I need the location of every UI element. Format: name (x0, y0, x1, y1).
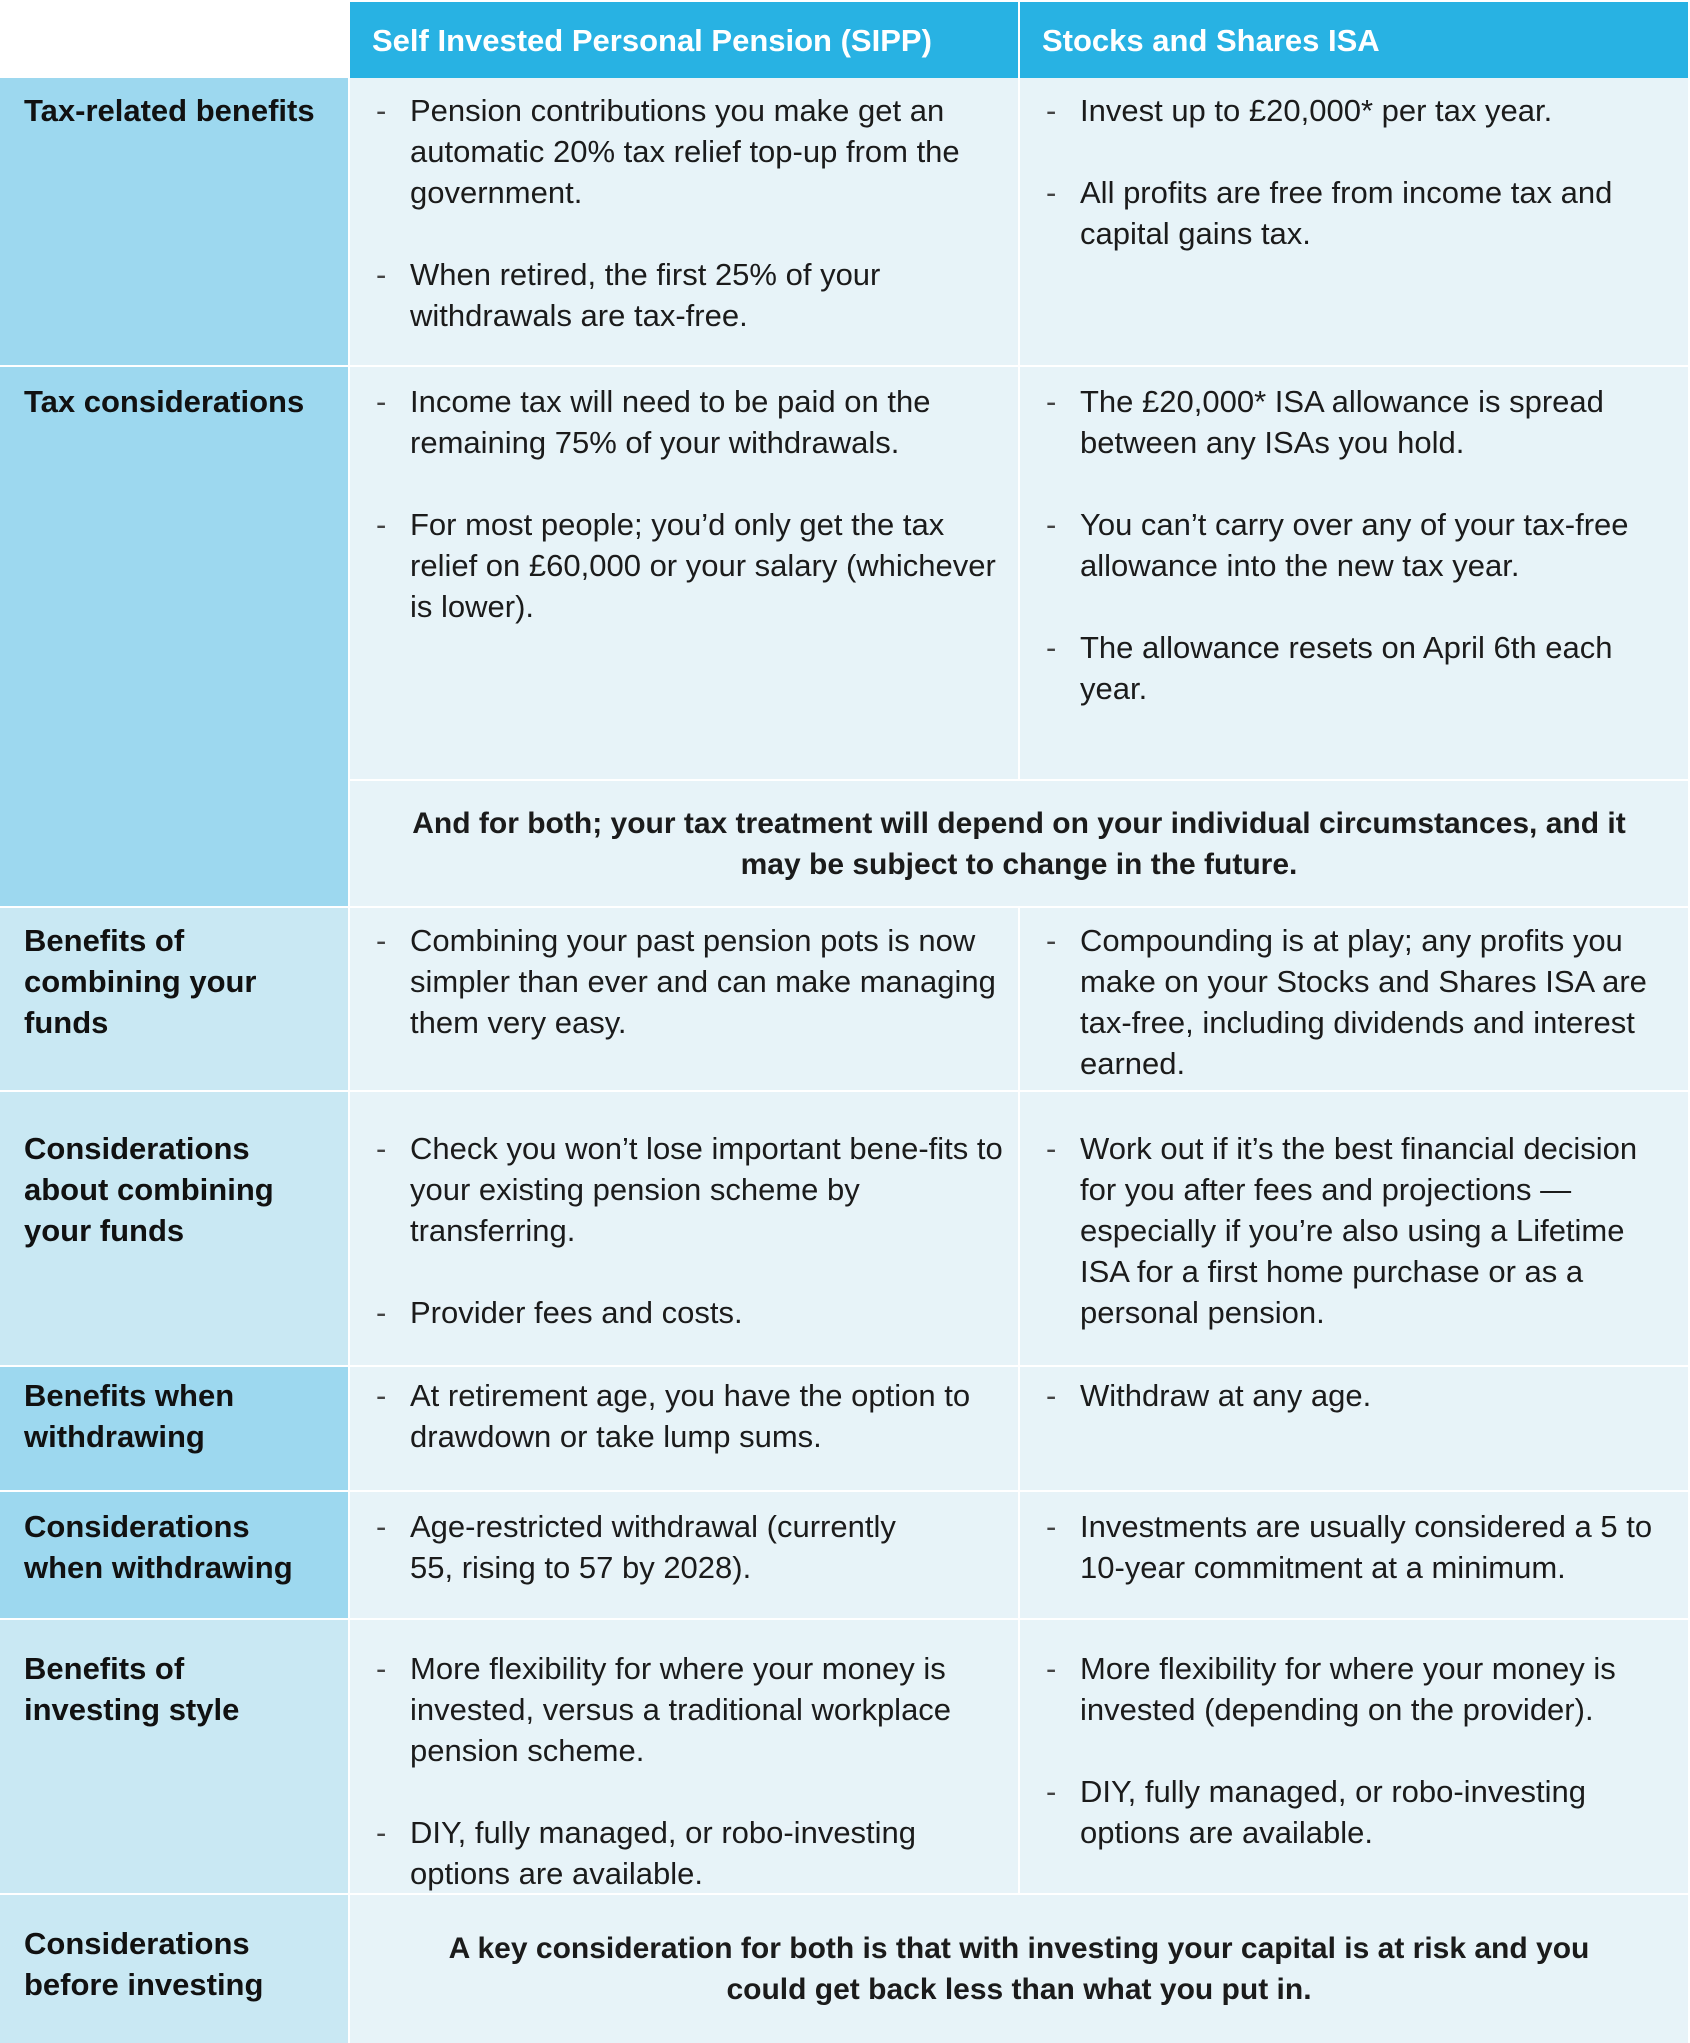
bullet: - Invest up to £20,000* per tax year. (1080, 90, 1674, 131)
bullet: - Investments are usually considered a 5 to 10-year commitment at a minimum. (1080, 1506, 1674, 1588)
row-label-withdrawing-benefits: Benefits when withdrawing (0, 1367, 348, 1490)
cell-isa-tax-benefits (1020, 78, 1688, 365)
bullet: - More flexibility for where your money is invested (depending on the provider). (1080, 1648, 1674, 1730)
bullet: - Pension contributions you make get an automatic 20% tax relief top-up from the government. (410, 90, 1004, 213)
row-label-combining-benefits: Benefits of combining your funds (0, 908, 348, 1090)
row-label-withdrawing-considerations: Considerations when withdrawing (0, 1492, 348, 1618)
cell-sipp-investing-style (350, 1620, 1018, 1893)
bullet: - Provider fees and costs. (410, 1292, 1004, 1333)
row-label-investing-style: Benefits of investing style (0, 1620, 348, 1893)
bullet: - Compounding is at play; any profits you make on your Stocks and Shares ISA are tax-free, including dividends and interest earned. (1080, 920, 1674, 1084)
cell-sipp-tax-benefits (350, 78, 1018, 365)
bullet: - At retirement age, you have the option to drawdown or take lump sums. (410, 1375, 1004, 1457)
row-label-combining-considerations: Considerations about combining your funds (0, 1092, 348, 1365)
bullet: - Income tax will need to be paid on the remaining 75% of your withdrawals. (410, 381, 1004, 463)
cell-sipp-tax-considerations (350, 367, 1018, 779)
cell-sipp-withdrawing-considerations (350, 1492, 1018, 1618)
row-label-tax-considerations: Tax considerations (0, 367, 348, 906)
row-label-before-investing: Considerations before investing (0, 1895, 348, 2043)
bullet: - The allowance resets on April 6th each year. (1080, 627, 1674, 709)
header-sipp: Self Invested Personal Pension (SIPP) (350, 2, 1018, 78)
bullet: - More flexibility for where your money is invested, versus a traditional workplace pension scheme. (410, 1648, 1004, 1771)
bullet: - Age-restricted withdrawal (currently 55, rising to 57 by 2028). (410, 1506, 938, 1588)
cell-both-tax-considerations: And for both; your tax treatment will depend on your individual circumstances, and it may be subject to change in the future. (350, 781, 1688, 906)
bullet: - Withdraw at any age. (1080, 1375, 1674, 1416)
cell-isa-investing-style (1020, 1620, 1688, 1893)
cell-sipp-withdrawing-benefits (350, 1367, 1018, 1490)
cell-sipp-combining-benefits (350, 908, 1018, 1090)
cell-isa-combining-considerations (1020, 1092, 1688, 1365)
header-isa: Stocks and Shares ISA (1020, 2, 1688, 78)
bullet: - The £20,000* ISA allowance is spread between any ISAs you hold. (1080, 381, 1674, 463)
bullet: - For most people; you’d only get the tax relief on £60,000 or your salary (whichever is lower). (410, 504, 1004, 627)
bullet: - When retired, the first 25% of your withdrawals are tax-free. (410, 254, 1004, 336)
bullet: - DIY, fully managed, or robo-investing options are available. (1080, 1771, 1674, 1853)
cell-sipp-combining-considerations (350, 1092, 1018, 1365)
row-label-tax-benefits: Tax-related benefits (0, 78, 348, 365)
bullet: - Check you won’t lose important bene-fits to your existing pension scheme by transferring. (410, 1128, 1004, 1251)
bullet: - Work out if it’s the best financial decision for you after fees and projections — especially if you’re also using a Lifetime ISA for a first home purchase or as a personal pension. (1080, 1128, 1674, 1333)
cell-isa-tax-considerations (1020, 367, 1688, 779)
cell-isa-withdrawing-considerations (1020, 1492, 1688, 1618)
bullet: - You can’t carry over any of your tax-free allowance into the new tax year. (1080, 504, 1674, 586)
cell-both-before-investing: A key consideration for both is that with investing your capital is at risk and you could get back less than what you put in. (350, 1895, 1688, 2043)
bullet: - DIY, fully managed, or robo-investing options are available. (410, 1812, 1004, 1894)
bullet: - Combining your past pension pots is now simpler than ever and can make managing them very easy. (410, 920, 1004, 1043)
cell-isa-withdrawing-benefits (1020, 1367, 1688, 1490)
cell-isa-combining-benefits (1020, 908, 1688, 1090)
bullet: - All profits are free from income tax and capital gains tax. (1080, 172, 1674, 254)
